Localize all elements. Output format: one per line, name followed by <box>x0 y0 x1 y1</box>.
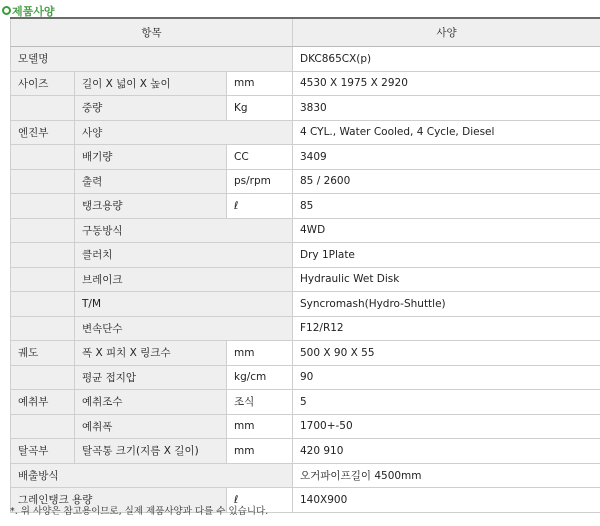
table-row <box>11 390 600 415</box>
table-row <box>11 292 600 317</box>
disclaimer-note: *. 위 사양은 참고용이므로, 실제 제품사양과 다를 수 있습니다. <box>10 506 269 517</box>
row-unit-displacement: CC <box>227 145 293 170</box>
group-blank <box>11 292 75 317</box>
header-item: 항목 <box>11 18 293 47</box>
row-value-grain-tank: 140X900 <box>293 488 600 513</box>
group-blank <box>11 194 75 219</box>
row-value-tank: 85 <box>293 194 600 219</box>
bullet-circle-icon <box>2 6 11 15</box>
group-blank <box>11 316 75 341</box>
table-row <box>11 267 600 292</box>
group-track: 궤도 <box>11 341 75 366</box>
row-value-engine-spec: 4 CYL., Water Cooled, 4 Cycle, Diesel <box>293 120 600 145</box>
section-title: 제품사양 <box>12 5 55 18</box>
table-row <box>11 243 600 268</box>
group-blank <box>11 243 75 268</box>
row-label-output: 출력 <box>75 169 227 194</box>
row-value-model: DKC865CX(p) <box>293 47 600 72</box>
group-blank <box>11 145 75 170</box>
row-label-cutter-rows: 예취조수 <box>75 390 227 415</box>
row-value-weight: 3830 <box>293 96 600 121</box>
spec-table <box>10 17 600 513</box>
row-label-track-dim: 폭 X 피치 X 링크수 <box>75 341 227 366</box>
row-label-weight: 중량 <box>75 96 227 121</box>
row-label-drive: 구동방식 <box>75 218 293 243</box>
row-unit-output: ps/rpm <box>227 169 293 194</box>
table-row <box>11 414 600 439</box>
row-unit-cutter-rows: 조식 <box>227 390 293 415</box>
row-label-model: 모델명 <box>11 47 293 72</box>
row-label-tm: T/M <box>75 292 293 317</box>
row-value-clutch: Dry 1Plate <box>293 243 600 268</box>
table-row <box>11 120 600 145</box>
row-label-clutch: 클러치 <box>75 243 293 268</box>
table-row <box>11 47 600 72</box>
row-value-cutter-rows: 5 <box>293 390 600 415</box>
row-label-grain-tank: 그레인탱크 용량 <box>11 488 227 513</box>
row-unit-tank: ℓ <box>227 194 293 219</box>
row-value-brake: Hydraulic Wet Disk <box>293 267 600 292</box>
table-row <box>11 145 600 170</box>
row-unit-grain-tank: ℓ <box>227 488 293 513</box>
table-row <box>11 218 600 243</box>
table-row <box>11 365 600 390</box>
table-row <box>11 194 600 219</box>
row-unit-weight: Kg <box>227 96 293 121</box>
row-value-tm: Syncromash(Hydro-Shuttle) <box>293 292 600 317</box>
row-unit-thresh-drum: mm <box>227 439 293 464</box>
row-value-thresh-drum: 420 910 <box>293 439 600 464</box>
header-spec: 사양 <box>293 18 600 47</box>
row-value-ground-press: 90 <box>293 365 600 390</box>
group-engine: 엔진부 <box>11 120 75 145</box>
table-row <box>11 341 600 366</box>
table-row <box>11 316 600 341</box>
group-blank <box>11 96 75 121</box>
table-row <box>11 71 600 96</box>
row-value-displacement: 3409 <box>293 145 600 170</box>
row-value-gears: F12/R12 <box>293 316 600 341</box>
row-value-cutter-width: 1700+-50 <box>293 414 600 439</box>
row-value-output: 85 / 2600 <box>293 169 600 194</box>
row-label-thresh-drum: 탈곡통 크기(지름 X 길이) <box>75 439 227 464</box>
group-cutter: 예취부 <box>11 390 75 415</box>
row-label-size-dim: 길이 X 넓이 X 높이 <box>75 71 227 96</box>
row-label-cutter-width: 예취폭 <box>75 414 227 439</box>
group-blank <box>11 267 75 292</box>
table-header-row <box>11 18 600 47</box>
group-blank <box>11 218 75 243</box>
table-row <box>11 463 600 488</box>
row-unit-size-dim: mm <box>227 71 293 96</box>
group-thresh: 탈곡부 <box>11 439 75 464</box>
table-row <box>11 439 600 464</box>
group-blank <box>11 414 75 439</box>
row-label-tank: 탱크용량 <box>75 194 227 219</box>
row-unit-track-dim: mm <box>227 341 293 366</box>
row-label-displacement: 배기량 <box>75 145 227 170</box>
row-unit-ground-press: kg/cm <box>227 365 293 390</box>
table-row <box>11 169 600 194</box>
row-label-discharge: 배출방식 <box>11 463 293 488</box>
row-label-gears: 변속단수 <box>75 316 293 341</box>
row-value-discharge: 오거파이프길이 4500mm <box>293 463 600 488</box>
row-value-size-dim: 4530 X 1975 X 2920 <box>293 71 600 96</box>
table-row <box>11 96 600 121</box>
row-label-brake: 브레이크 <box>75 267 293 292</box>
row-value-drive: 4WD <box>293 218 600 243</box>
row-label-ground-press: 평균 접지압 <box>75 365 227 390</box>
row-label-engine-spec: 사양 <box>75 120 293 145</box>
row-unit-cutter-width: mm <box>227 414 293 439</box>
row-value-track-dim: 500 X 90 X 55 <box>293 341 600 366</box>
group-blank <box>11 365 75 390</box>
group-blank <box>11 169 75 194</box>
group-size: 사이즈 <box>11 71 75 96</box>
